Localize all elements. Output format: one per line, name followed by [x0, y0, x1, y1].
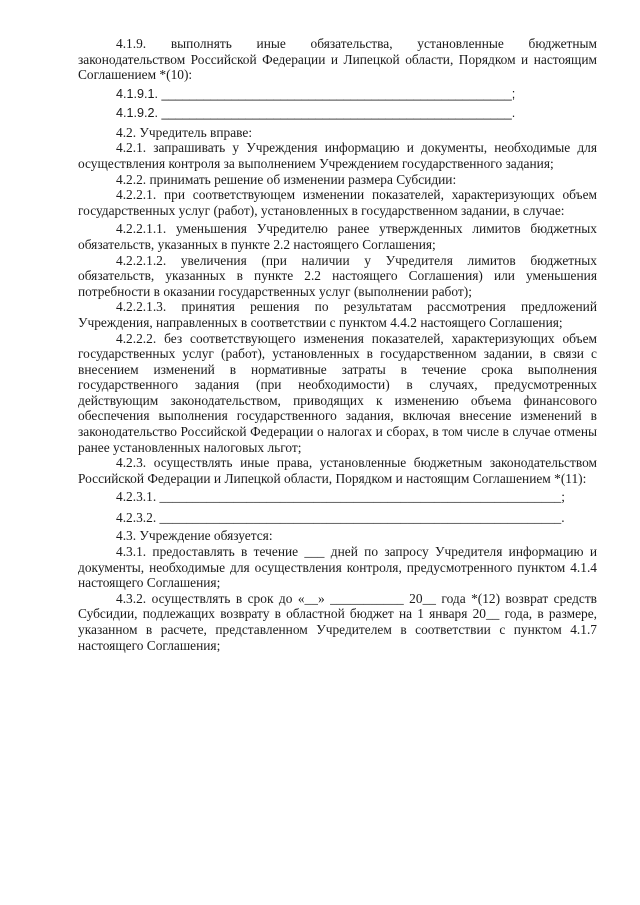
clause-4-2-2-2: 4.2.2.2. без соответствующего изменения показателей, характеризующих объем государственных услуг (работ), установленных в государственном задании, в связи с внесением изменений в нормативные затраты в течение срока выполнения государственного задания (при необходимости) в случаях, предусмотренных действующим законодательством, приводящих к изменению объема финансового обеспечения выполнения государственного задания, включая внесение изменений в законодательство Российской Федерации о налогах и сборах, в том числе в случае отмены ранее установленных налоговых льгот; [78, 330, 597, 455]
clause-4-2-2-1-1: 4.2.2.1.1. уменьшения Учредителю ранее утвержденных лимитов бюджетных обязательств, указанных в пункте 2.2 настоящего Соглашения; [78, 221, 597, 252]
clause-4-1-9-2: 4.1.9.2. __________________________________________________. [116, 105, 516, 120]
clause-4-3-2: 4.3.2. осуществлять в срок до «__» ___________ 20__ года *(12) возврат средств Субсидии, подлежащих возврату в областной бюджет на 1 января 20__ года, в размере, указанном в расчете, представленном Учредителем в соответствии с пунктом 4.1.7 настоящего Соглашения; [78, 590, 597, 653]
clause-4-2-2-1: 4.2.2.1. при соответствующем изменении показателей, характеризующих объем государственных услуг (работ), установленных в государственном задании, в случае: [78, 187, 597, 218]
clause-4-2-heading: 4.2. Учредитель вправе: [116, 124, 253, 140]
clause-4-2-2-1-3: 4.2.2.1.3. принятия решения по результатам рассмотрения предложений Учреждения, направленных в соответствии с пунктом 4.4.2 настоящего Соглашения; [78, 299, 597, 330]
document-page [78, 36, 597, 653]
clause-4-2-3: 4.2.3. осуществлять иные права, установленные бюджетным законодательством Российской Федерации и Липецкой области, Порядком и настоящим Соглашением *(11): [78, 455, 597, 486]
clause-4-2-1: 4.2.1. запрашивать у Учреждения информацию и документы, необходимые для осуществления контроля за выполнением Учреждением государственного задания; [78, 140, 597, 171]
clause-4-1-9: 4.1.9. выполнять иные обязательства, установленные бюджетным законодательством Российской Федерации и Липецкой области, Порядком и настоящим Соглашением *(10): [78, 36, 597, 83]
clause-4-2-2-1-2: 4.2.2.1.2. увеличения (при наличии у Учредителя лимитов бюджетных обязательств, указанных в пункте 2.2 настоящего Соглашения) или уменьшения потребности в оказании государственных услуг (выполнении работ); [78, 252, 597, 299]
clause-4-1-9-1: 4.1.9.1. __________________________________________________; [116, 86, 516, 101]
clause-4-3-heading: 4.3. Учреждение обязуется: [116, 528, 273, 544]
clause-4-2-3-2: 4.2.3.2. ____________________________________________________________. [116, 509, 565, 525]
clause-4-2-3-1: 4.2.3.1. ____________________________________________________________; [116, 489, 565, 505]
clause-4-2-2: 4.2.2. принимать решение об изменении размера Субсидии: [116, 171, 457, 187]
clause-4-3-1: 4.3.1. предоставлять в течение ___ дней по запросу Учредителя информацию и документы, необходимые для осуществления контроля, предусмотренного пунктом 4.1.4 настоящего Соглашения; [78, 544, 597, 591]
